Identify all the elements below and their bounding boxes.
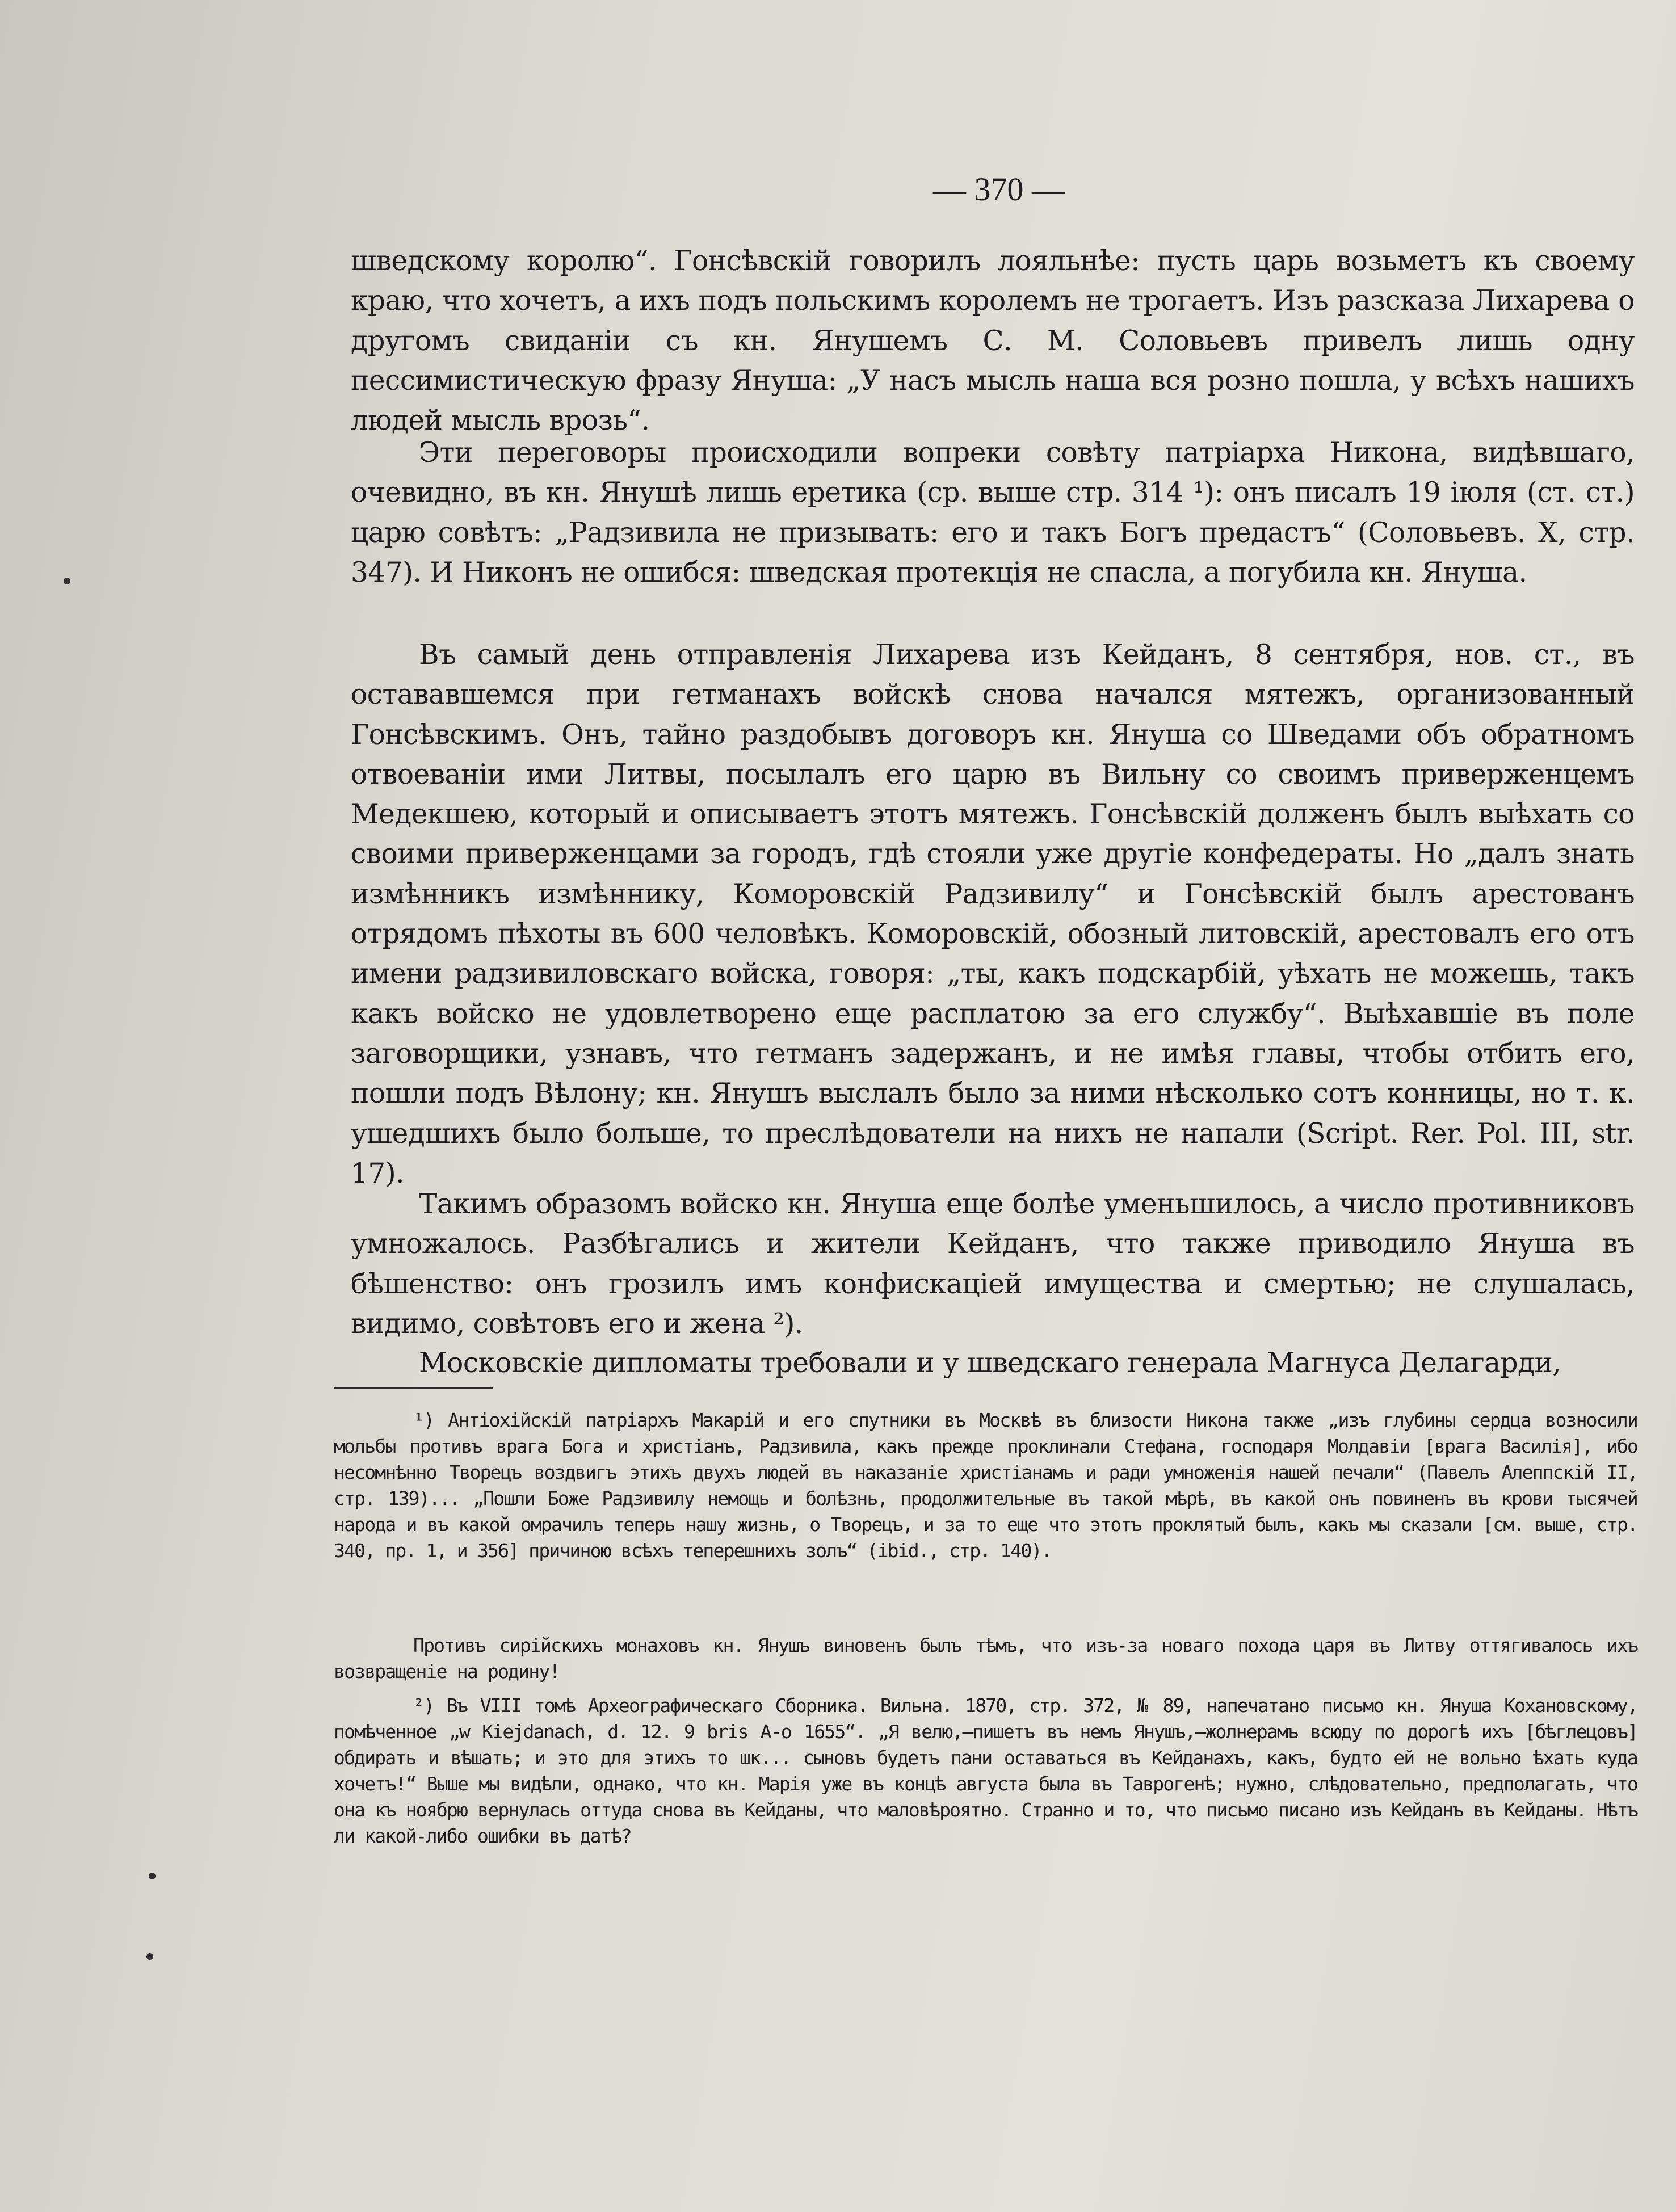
page-speck [146,1953,153,1960]
paragraph-4: Такимъ образомъ войско кн. Януша еще болѣе уменьшилось, а число противниковъ умножалось. Разбѣгались и жители Кейданъ, что также приводило Януша въ бѣшенство: онъ грозилъ имъ конфискаціей имущества и смертью; не слушалась, видимо, совѣтовъ его и жена ²). [351,1188,1635,1340]
footnote-1-continuation: Противъ сирійскихъ монаховъ кн. Янушъ виновенъ былъ тѣмъ, что изъ-за новаго похода царя въ Литву оттягивалось ихъ возвращеніе на родину! [334,1634,1637,1683]
page-speck [64,578,70,584]
paragraph-1: шведскому королю“. Гонсѣвскій говорилъ лояльнѣе: пусть царь возьметъ къ своему краю, что хочетъ, а ихъ подъ польскимъ королемъ не трогаетъ. Изъ разсказа Лихарева о другомъ свиданіи съ кн. Янушемъ С. М. Соловьевъ привелъ лишь одну пессимистическую фразу Януша: „У насъ мысль наша вся розно пошла, у всѣхъ нашихъ людей мысль врозь“. [351,245,1635,437]
footnote-divider [334,1387,493,1389]
footnote-1: ¹) Антіохійскій патріархъ Макарій и его спутники въ Москвѣ въ близости Никона также „изъ глубины сердца возносили мольбы противъ врага Бога и христіанъ, Радзивила, какъ прежде проклинали Стефана, господаря Молдавіи [врага Василія], ибо несомнѣнно Творецъ воздвигъ этихъ двухъ людей въ наказаніе христіанамъ и ради умноженія нашей печали“ (Павелъ Алеппскій II, стр. 139)... „Пошли Боже Радзивилу немощь и болѣзнь, продолжительные въ такой мѣрѣ, въ какой онъ повиненъ въ крови тысячей народа и въ какой омрачилъ теперь нашу жизнь, о Творецъ, и за то еще что этотъ проклятый былъ, какъ мы сказали [см. выше, стр. 340, пр. 1, и 356] причиною всѣхъ теперешнихъ золъ“ (ibid., стр. 140). [334,1409,1637,1562]
paragraph-3: Въ самый день отправленія Лихарева изъ Кейданъ, 8 сентября, нов. ст., въ остававшемся при гетманахъ войскѣ снова начался мятежъ, организованный Гонсѣвскимъ. Онъ, тайно раздобывъ договоръ кн. Януша со Шведами объ обратномъ отвоеваніи ими Литвы, посылалъ его царю въ Вильну со своимъ приверженцемъ Медекшею, который и описываетъ этотъ мятежъ. Гонсѣвскій долженъ былъ выѣхать со своими приверженцами за городъ, гдѣ стояли уже другіе конфедераты. Но „далъ знать измѣнникъ измѣннику, Коморовскій Радзивилу“ и Гонсѣвскій былъ арестованъ отрядомъ пѣхоты въ 600 человѣкъ. Коморовскій, обозный литовскій, арестовалъ его отъ имени радзивиловскаго войска, говоря: „ты, какъ подскарбій, уѣхать не можешь, такъ какъ войско не удовлетворено еще расплатою за его службу“. Выѣхавшіе въ поле заговорщики, узнавъ, что гетманъ задержанъ, и не имѣя главы, чтобы отбить его, пошли подъ Вѣлону; кн. Янушъ выслалъ было за ними нѣсколько сотъ конницы, но т. к. ушедшихъ было больше, то преслѣдователи на нихъ не напали (Script. Rer. Pol. III, str. 17). [351,639,1635,1189]
page-speck [149,1873,156,1879]
paragraph-2: Эти переговоры происходили вопреки совѣту патріарха Никона, видѣвшаго, очевидно, въ кн. Янушѣ лишь еретика (ср. выше стр. 314 ¹): онъ писалъ 19 іюля (ст. ст.) царю совѣтъ: „Радзивила не призывать: его и такъ Богъ предастъ“ (Соловьевъ. X, стр. 347). И Никонъ не ошибся: шведская протекція не спасла, а погубила кн. Януша. [351,437,1635,588]
paragraph-5: Московскіе дипломаты требовали и у шведскаго генерала Магнуса Делагарди, [419,1347,1561,1379]
page-number: — 370 — [933,171,1065,208]
footnote-2: ²) Въ VIII томѣ Археографическаго Сборника. Вильна. 1870, стр. 372, № 89, напечатано письмо кн. Януша Кохановскому, помѣченное „w Kiejdanach, d. 12. 9 bris A-o 1655“. „Я велю,—пишетъ въ немъ Янушъ,—жолнерамъ всюду по дорогѣ ихъ [бѣглецовъ] обдирать и вѣшать; и это для этихъ то шк... сыновъ будетъ пани оставаться въ Кейданахъ, какъ, будто ей не вольно ѣхать куда хочетъ!“ Выше мы видѣли, однако, что кн. Марія уже въ концѣ августа была въ Таврогенѣ; нужно, слѣдовательно, предполагать, что она къ ноябрю вернулась оттуда снова въ Кейданы, что маловѣроятно. Странно и то, что письмо писано изъ Кейданъ въ Кейданы. Нѣтъ ли какой-либо ошибки въ датѣ? [334,1694,1637,1847]
